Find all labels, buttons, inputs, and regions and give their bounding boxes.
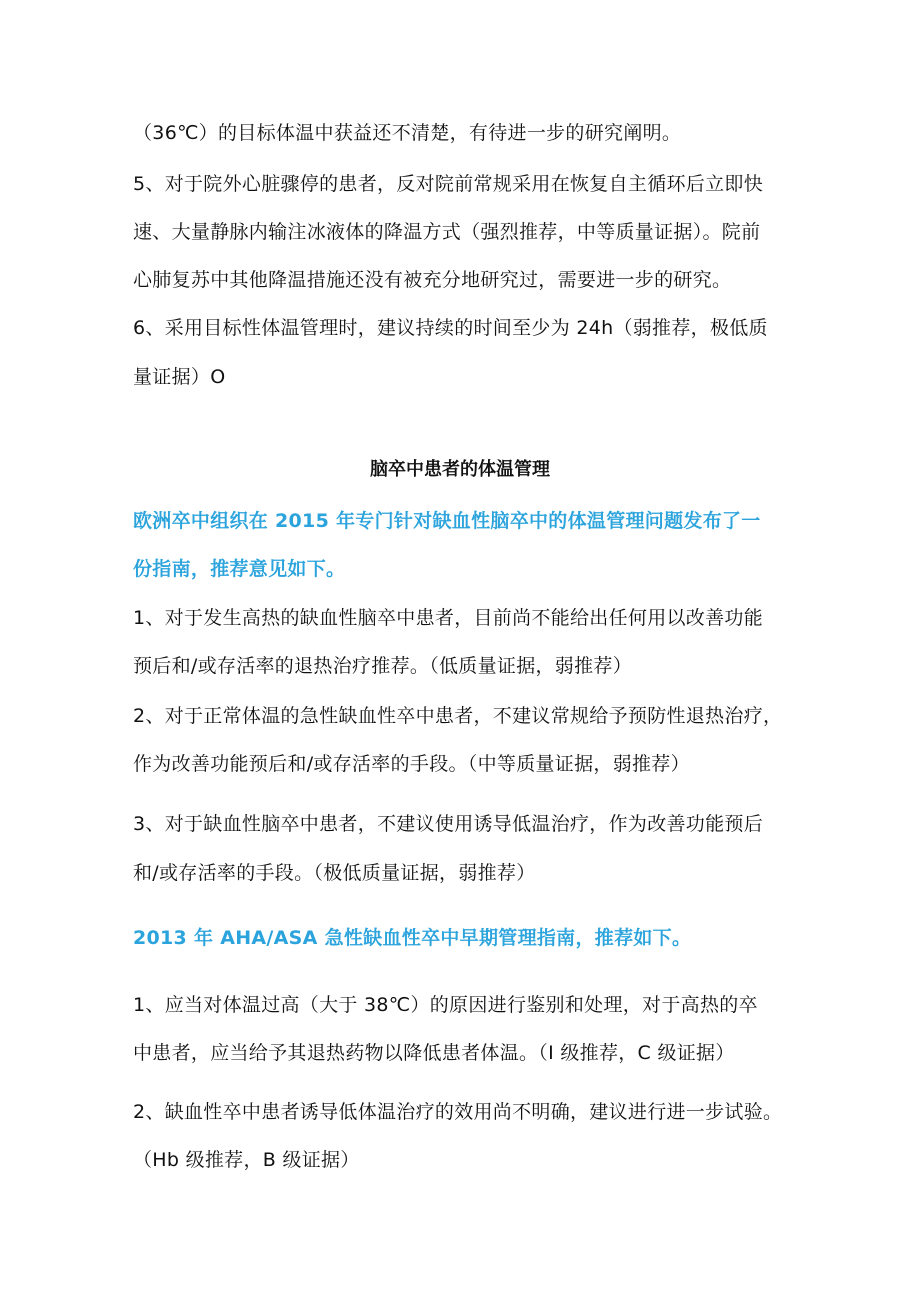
esc-intro-line: 份指南，推荐意见如下。 [133, 558, 346, 580]
esc-item-line: 1、对于发生高热的缺血性脑卒中患者，目前尚不能给出任何用以改善功能 [133, 607, 763, 629]
esc-item-line: 3、对于缺血性脑卒中患者，不建议使用诱导低温治疗，作为改善功能预后 [133, 813, 763, 835]
aha-intro: 2013 年 AHA/ASA 急性缺血性卒中早期管理指南，推荐如下。 [133, 927, 692, 949]
paragraph-line: 速、大量静脉内输注冰液体的降温方式（强烈推荐，中等质量证据）。院前 [133, 221, 761, 243]
aha-item-line: 2、缺血性卒中患者诱导低体温治疗的效用尚不明确，建议进行进一步试验。 [133, 1101, 783, 1123]
aha-item-line: 1、应当对体温过高（大于 38℃）的原因进行鉴别和处理，对于高热的卒 [133, 994, 758, 1016]
aha-item-line: 中患者，应当给予其退热药物以降低患者体温。（I 级推荐，C 级证据） [133, 1042, 735, 1064]
esc-item-line: 2、对于正常体温的急性缺血性卒中患者，不建议常规给予预防性退热治疗， [133, 705, 783, 727]
esc-item-line: 作为改善功能预后和/或存活率的手段。（中等质量证据，弱推荐） [133, 753, 690, 775]
section-title: 脑卒中患者的体温管理 [370, 459, 550, 480]
paragraph-line: （36℃）的目标体温中获益还不清楚，有待进一步的研究阐明。 [133, 122, 682, 144]
paragraph-line: 6、采用目标性体温管理时，建议持续的时间至少为 24h（弱推荐，极低质 [133, 317, 768, 339]
esc-intro-line: 欧洲卒中组织在 2015 年专门针对缺血性脑卒中的体温管理问题发布了一 [133, 510, 761, 532]
paragraph-line: 5、对于院外心脏骤停的患者，反对院前常规采用在恢复自主循环后立即快 [133, 173, 763, 195]
paragraph-line: 心肺复苏中其他降温措施还没有被充分地研究过，需要进一步的研究。 [133, 269, 732, 291]
esc-item-line: 和/或存活率的手段。（极低质量证据，弱推荐） [133, 862, 536, 884]
esc-item-line: 预后和/或存活率的退热治疗推荐。（低质量证据，弱推荐） [133, 655, 633, 677]
paragraph-line: 量证据）O [133, 366, 226, 388]
aha-item-line: （Hb 级推荐，B 级证据） [133, 1149, 360, 1171]
